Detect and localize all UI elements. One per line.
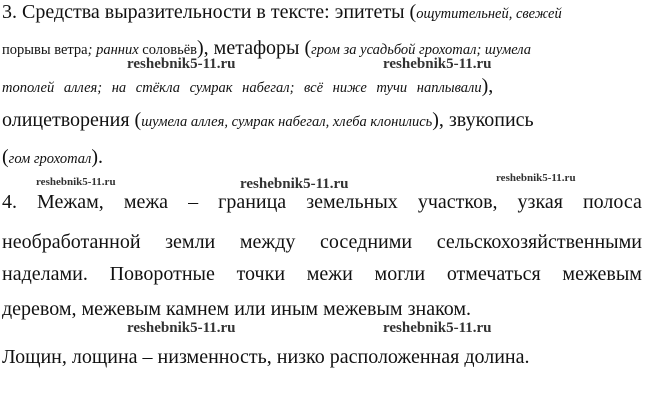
watermark: reshebnik5-11.ru (383, 56, 492, 72)
text-run-italic: тополей аллея; на стёкла сумрак набегал; всё ниже тучи наплывали (2, 80, 482, 96)
word: межевым (562, 263, 642, 285)
text-line-4-2 (2, 230, 642, 254)
watermark: reshebnik5-11.ru (383, 320, 492, 336)
word: Поворотные (109, 263, 215, 285)
watermark: reshebnik5-11.ru (36, 176, 116, 188)
text-run: ), звукопись (432, 109, 534, 131)
word: межи (306, 263, 353, 285)
word: граница (218, 191, 287, 213)
text-run-italic: гом грохотал (8, 151, 92, 167)
word: отмечаться (446, 263, 541, 285)
word: Межам, (37, 191, 104, 213)
text-run: ), метафоры ( (197, 37, 312, 59)
word: – (188, 191, 199, 213)
word: наделами. (2, 263, 88, 285)
text-run: олицетворения ( (2, 109, 142, 131)
text-line-4-5: Лощин, лощина – низменность, низко расположенная долина. (2, 346, 530, 368)
text-run: 3. Средства выразительности в тексте: эпитеты ( (2, 1, 417, 23)
text-line-3-1 (2, 0, 562, 26)
word: необработанной (2, 231, 141, 253)
watermark: reshebnik5-11.ru (496, 172, 576, 184)
text-run-italic: ; ранних (87, 42, 139, 58)
word: соседними (320, 231, 413, 253)
text-line-3-3 (2, 74, 642, 100)
text-run: порывы ветра (2, 42, 88, 58)
watermark: reshebnik5-11.ru (127, 320, 236, 336)
text-line-4-4: деревом, межевым камнем или иным межевым знаком. (2, 298, 472, 320)
word: узкая (517, 191, 563, 213)
text-run-italic: ощутительней, свежей (416, 6, 562, 22)
text-line-3-5 (2, 145, 103, 171)
word: межа (123, 191, 169, 213)
text-run: соловьёв (138, 42, 198, 58)
text-line-4-3 (2, 262, 642, 286)
text-run: ), (481, 75, 494, 97)
watermark: reshebnik5-11.ru (240, 176, 349, 192)
word: земли (165, 231, 216, 253)
word: полоса (582, 191, 642, 213)
text-run-italic: шумела аллея, сумрак набегал, хлеба клонились (141, 114, 433, 130)
text-run-italic: гром за усадьбой грохотал; шумела (311, 42, 532, 58)
word: точки (236, 263, 286, 285)
word: 4. (2, 191, 17, 213)
word: могли (374, 263, 426, 285)
watermark: reshebnik5-11.ru (127, 56, 236, 72)
text-line-3-4 (2, 108, 534, 134)
word: участков, (417, 191, 498, 213)
text-run: ). (91, 146, 103, 168)
word: сельскохозяйственными (436, 231, 642, 253)
text-run: ( (2, 146, 9, 168)
word: между (239, 231, 296, 253)
word: земельных (306, 191, 398, 213)
text-line-4-1 (2, 190, 642, 214)
